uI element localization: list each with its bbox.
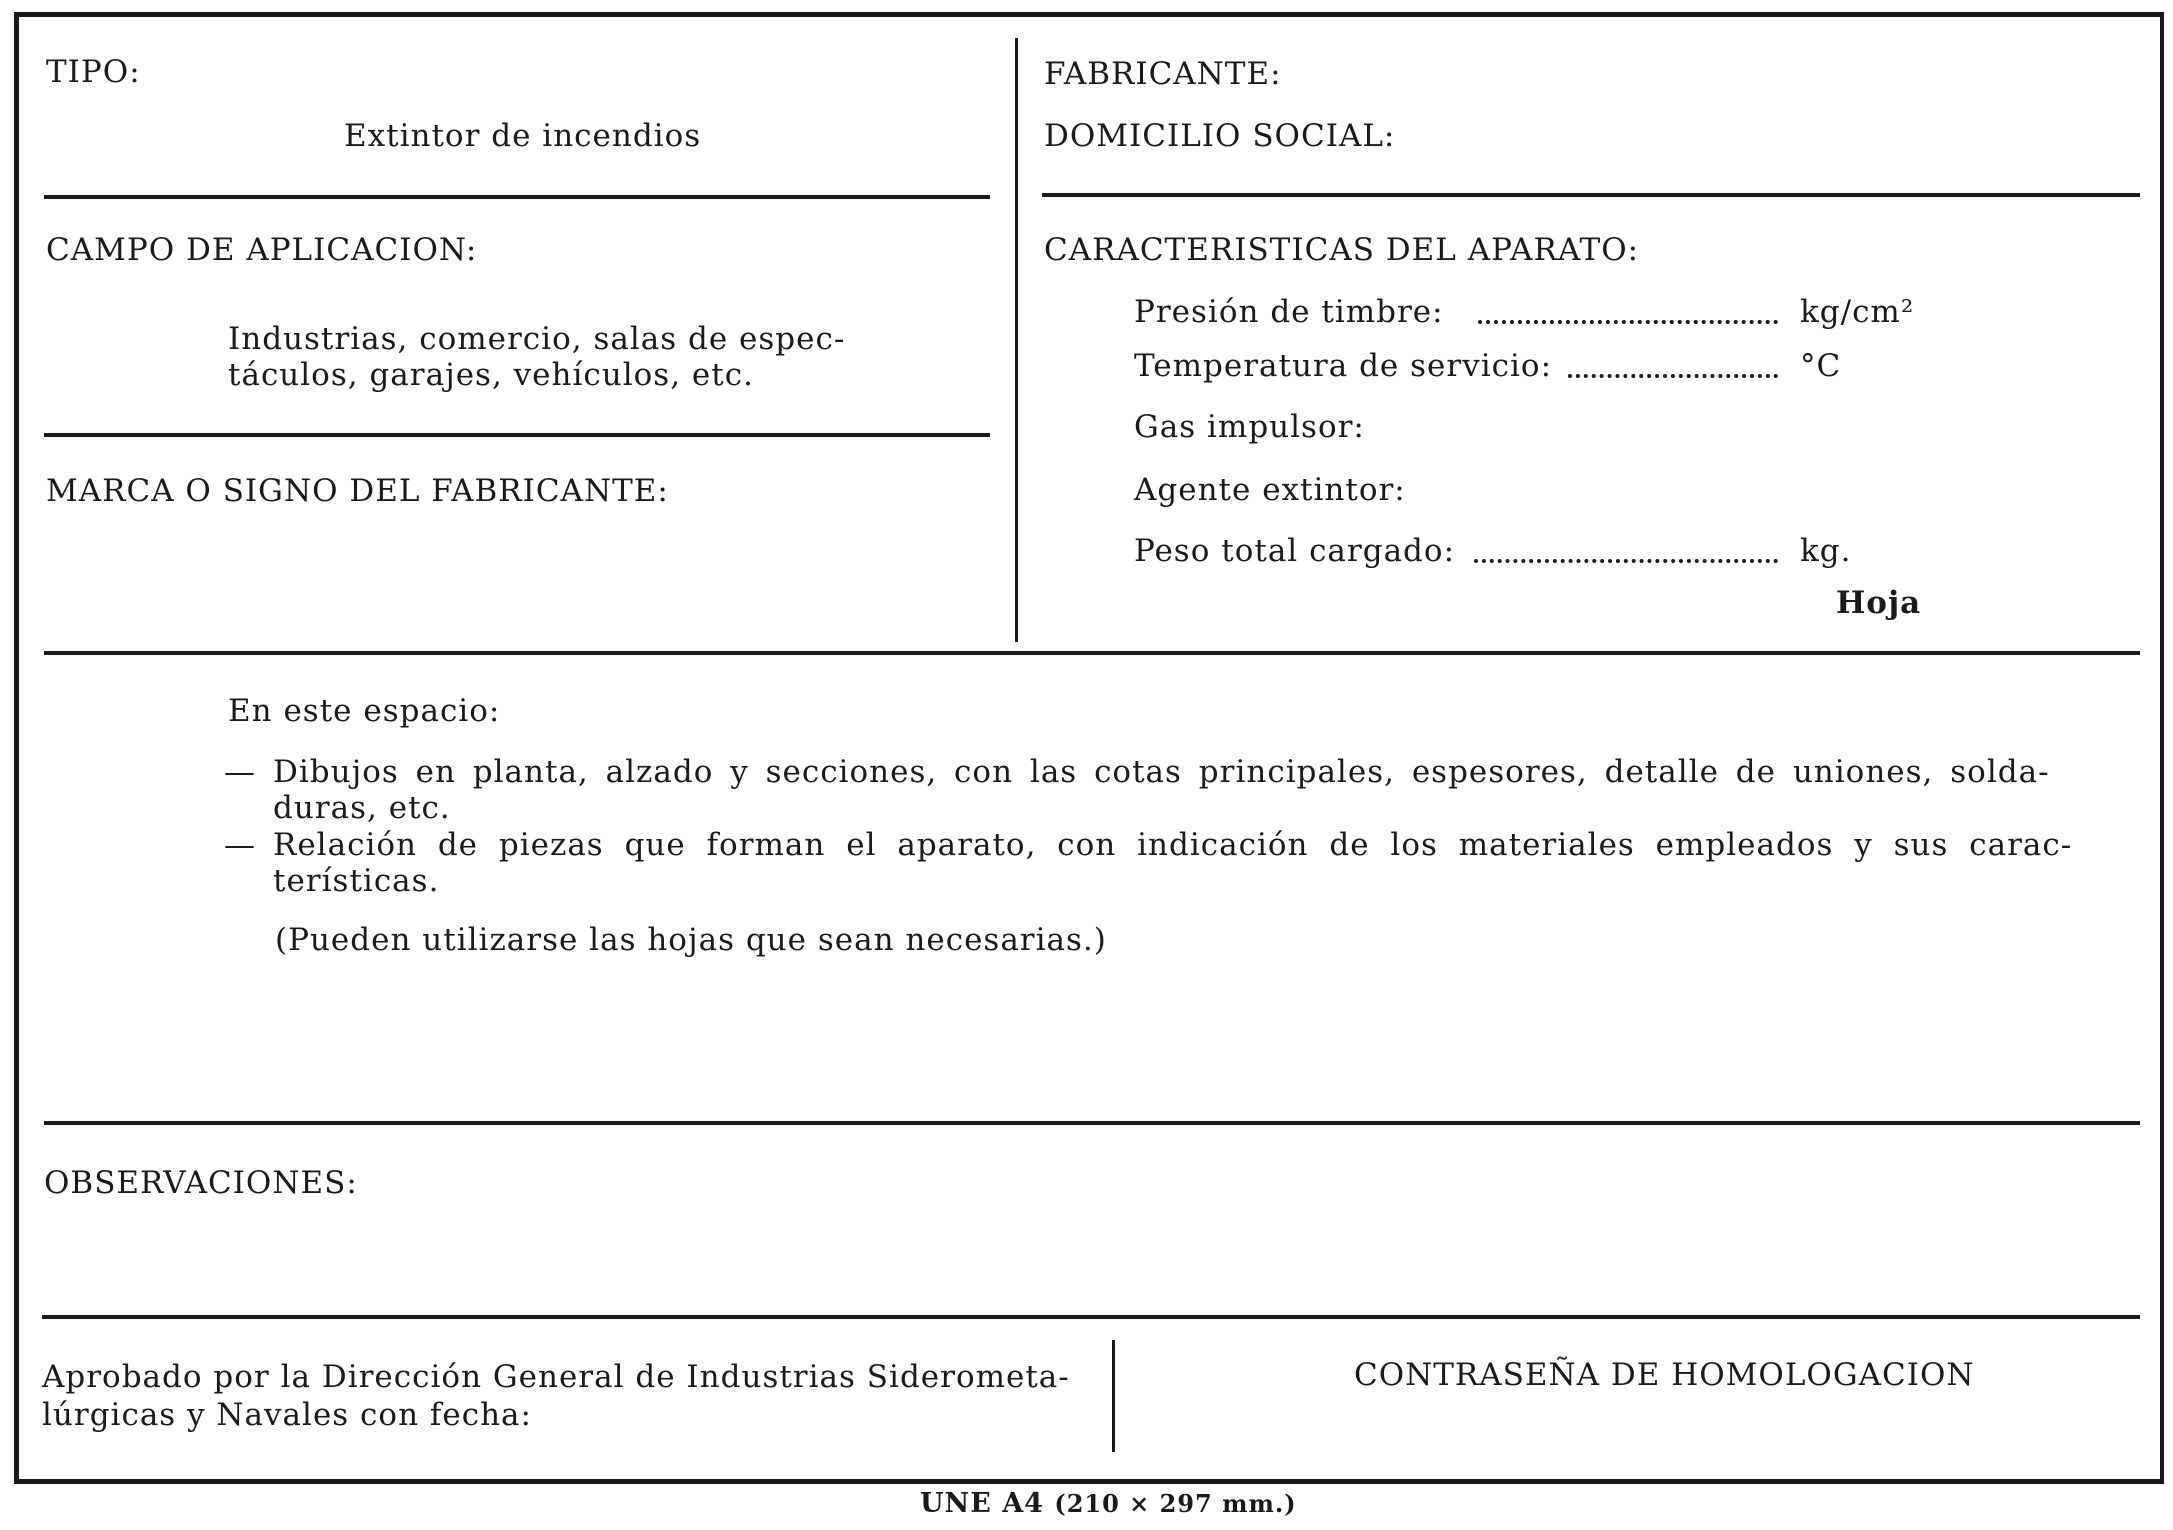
marca-label: MARCA O SIGNO DEL FABRICANTE:: [46, 473, 669, 509]
page-format-footer: [920, 1488, 1297, 1519]
domicilio-label: DOMICILIO SOCIAL:: [1044, 118, 1396, 154]
tipo-value: Extintor de incendios: [344, 118, 702, 154]
divider-top-section: [44, 651, 2140, 655]
bullet-1-marker: —: [224, 754, 256, 790]
item1-line2: duras, etc.: [273, 790, 451, 826]
peso-unit: kg.: [1800, 533, 1852, 569]
contrasena-label: CONTRASEÑA DE HOMOLOGACION: [1354, 1357, 1975, 1393]
caracteristicas-label: CARACTERISTICAS DEL APARATO:: [1044, 232, 1640, 268]
item2-line2: terísticas.: [273, 863, 440, 899]
bullet-2-marker: —: [224, 827, 256, 863]
peso-label: Peso total cargado:: [1134, 533, 1456, 569]
gas-label: Gas impulsor:: [1134, 409, 1365, 445]
espacio-intro: En este espacio:: [228, 693, 501, 729]
temperatura-unit: °C: [1800, 348, 1842, 384]
temperatura-dots: [1568, 374, 1778, 378]
campo-line1: Industrias, comercio, salas de espec-: [228, 321, 846, 357]
divider-fabricante: [1042, 193, 2140, 197]
temperatura-label: Temperatura de servicio:: [1134, 348, 1553, 384]
vertical-divider-top: [1015, 38, 1018, 642]
item1-line1: Dibujos en planta, alzado y secciones, con las cotas principales, espesores, detalle de uniones, solda-: [273, 754, 2050, 790]
presion-label: Presión de timbre:: [1134, 294, 1444, 330]
divider-observaciones: [42, 1315, 2140, 1319]
divider-tipo: [44, 195, 990, 199]
fabricante-label: FABRICANTE:: [1044, 56, 1282, 92]
peso-dots: [1474, 559, 1778, 563]
espacio-note: (Pueden utilizarse las hojas que sean necesarias.): [275, 922, 1107, 958]
tipo-label: TIPO:: [46, 54, 141, 90]
presion-unit: kg/cm²: [1800, 294, 1915, 330]
campo-line2: táculos, garajes, vehículos, etc.: [228, 357, 754, 393]
campo-label: CAMPO DE APLICACION:: [46, 232, 478, 268]
divider-campo: [44, 433, 990, 437]
agente-label: Agente extintor:: [1134, 472, 1406, 508]
vertical-divider-bottom: [1112, 1340, 1115, 1452]
format-label: UNE A4: [920, 1488, 1044, 1519]
aprobado-line1: Aprobado por la Dirección General de Industrias Siderometa-: [42, 1359, 1070, 1395]
presion-dots: [1478, 320, 1778, 324]
observaciones-label: OBSERVACIONES:: [44, 1165, 358, 1201]
item2-line1: Relación de piezas que forman el aparato, con indicación de los materiales empleados y sus carac-: [273, 827, 2073, 863]
aprobado-line2: lúrgicas y Navales con fecha:: [42, 1397, 532, 1433]
divider-espacio: [44, 1121, 2140, 1125]
format-size: (210 × 297 mm.): [1054, 1489, 1297, 1518]
hoja-label: Hoja: [1836, 585, 1922, 621]
